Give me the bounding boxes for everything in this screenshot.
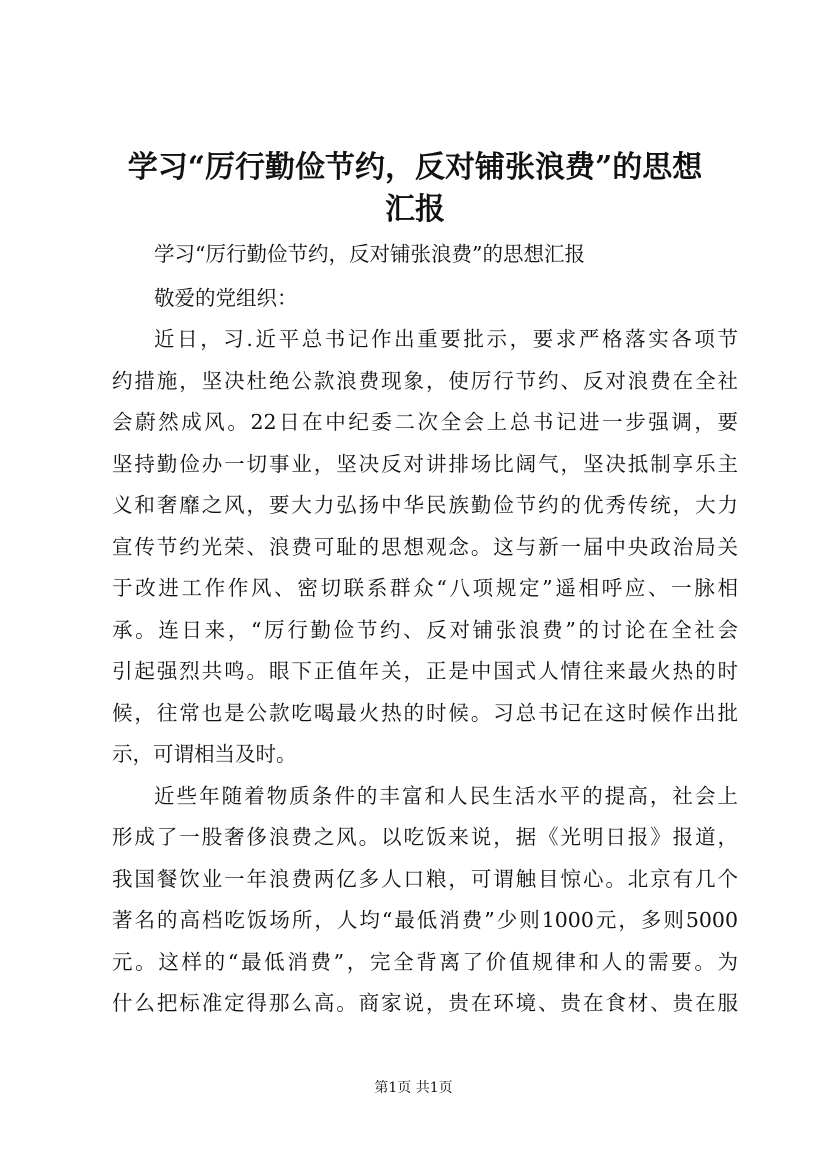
text-line: 我国餐饮业一年浪费两亿多人口粮，可谓触目惊心。北京有几个 [112, 867, 738, 891]
text-line: 于改进工作作风、密切联系群众“八项规定”遥相呼应、一脉相 [112, 576, 738, 600]
text-line: 引起强烈共鸣。眼下正值年关，正是中国式人情往来最火热的时 [112, 659, 738, 683]
text-line: 义和奢靡之风，要大力弘扬中华民族勤俭节约的优秀传统，大力 [112, 493, 738, 517]
page-number-footer: 第1页 共1页 [374, 1080, 453, 1096]
text-line-subtitle: 学习“厉行勤俭节约，反对铺张浪费”的思想汇报 [154, 242, 585, 266]
document-title-line-1: 学习“厉行勤俭节约，反对铺张浪费”的思想 [127, 150, 703, 185]
document-title-line-2: 汇报 [385, 192, 445, 227]
text-line: 形成了一股奢侈浪费之风。以吃饭来说，据《光明日报》报道， [112, 825, 738, 849]
text-line: 候，往常也是公款吃喝最火热的时候。习总书记在这时候作出批 [112, 701, 738, 725]
text-line: 约措施，坚决杜绝公款浪费现象，使厉行节约、反对浪费在全社 [112, 369, 738, 393]
text-line: 会蔚然成风。22日在中纪委二次全会上总书记进一步强调，要 [112, 410, 738, 434]
text-line: 什么把标准定得那么高。商家说，贵在环境、贵在食材、贵在服 [112, 991, 738, 1015]
text-line: 承。连日来，“厉行勤俭节约、反对铺张浪费”的讨论在全社会 [112, 618, 738, 642]
text-line: 著名的高档吃饭场所，人均“最低消费”少则1000元，多则5000 [112, 908, 738, 932]
text-line: 近日，习.近平总书记作出重要批示，要求严格落实各项节 [154, 327, 738, 351]
text-line: 示，可谓相当及时。 [112, 742, 297, 766]
text-line: 坚持勤俭办一切事业，坚决反对讲排场比阔气，坚决抵制享乐主 [112, 452, 738, 476]
text-line-salutation: 敬爱的党组织： [154, 286, 298, 310]
text-line: 近些年随着物质条件的丰富和人民生活水平的提高，社会上 [154, 784, 738, 808]
text-line: 元。这样的“最低消费”，完全背离了价值规律和人的需要。为 [112, 950, 738, 974]
text-line: 宣传节约光荣、浪费可耻的思想观念。这与新一届中央政治局关 [112, 535, 738, 559]
